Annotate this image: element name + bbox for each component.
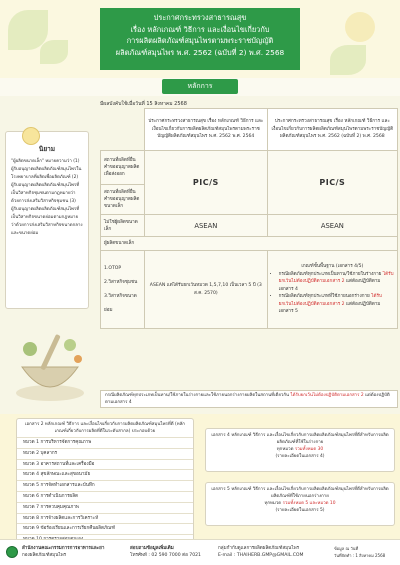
doc4-note: (รายละเอียดในเอกสาร 4) [275,454,325,459]
decor-flower-right [345,12,375,42]
footer-org-1: สำนักงานคณะกรรมการการอาหารและยา [22,546,105,551]
list-item: หมวด 2 บุคลากร [17,448,193,459]
footer-group: กลุ่มกำกับดูแลการผลิตผลิตภัณฑ์สมุนไพร [218,546,300,551]
principle-tab: หลักการ [162,79,238,94]
type-community: 2.วิสาหกิจชุมชน [104,279,138,285]
bullet-internal-a: กรณีผลิตภัณฑ์ทุกประเภทเป็นทาน/ใช้ภายในร่างกาย [278,271,382,277]
lightbulb-icon [22,127,40,145]
list-item: หมวด 9 ข้อร้องเรียนและการเรียกคืนผลิตภัณฑ์ [17,523,193,534]
doc5-count [210,500,390,507]
row-label-small-producer: ผู้ผลิตขนาดเล็ก [101,237,398,251]
footer-date-label: ข้อมูล ณ วันที่ [334,546,359,551]
footer-contact-title: สอบถามข้อมูลเพิ่มเติม [130,546,174,551]
list-item: หมวด 4 สุขลักษณะและสุขอนามัย [17,469,193,480]
doc5-card [205,482,395,526]
col-header-old: ประกาศกระทรวงสาธารณสุข เรื่อง หลักเกณฑ์ วิธีการ และเงื่อนไขเกี่ยวกับการผลิตผลิตภัณฑ์สมุนไพรตามพระราชบัญญัติผลิตภัณฑ์สมุนไพร พ.ศ. 2562 พ.ศ. 2564 [145,109,268,151]
doc5-text: เอกสาร 5 หลักเกณฑ์ วิธีการ และเงื่อนไขเกี่ยวกับการผลิตผลิตภัณฑ์สมุนไพรที่ดีสำหรับการผลิตผลิตภัณฑ์ที่ใช้ภายนอกร่างกาย [211,487,389,499]
list-item: หมวด 1 การบริหารจัดการคุณภาพ [17,437,193,448]
doc4-count [210,446,390,453]
row-label-types [101,251,145,329]
row-label-export: สถานที่ผลิตที่ยื่นคำขออนุญาตผลิตเพื่อส่งออก [101,151,145,185]
cell-old-export: PIC/S [145,151,268,215]
doc5-note: (รายละเอียดในเอกสาร 5) [275,508,325,513]
doc2-card [16,418,194,543]
title-line-4: ผลิตภัณฑ์สมุนไพร พ.ศ. 2562 (ฉบับที่ 2) พ.ศ. 2568 [115,47,285,57]
definition-text: "ผู้ผลิตขนาดเล็ก" หมายความว่า (1) ผู้รับอนุญาตผลิตผลิตภัณฑ์สมุนไพรในโรงพยาบาลที่ผลิตเพื่อผลิตภัณฑ์ (2) ผู้รับอนุญาตผลิตผลิตภัณฑ์สมุนไพรที่เป็นวิสาหกิจชุมชนตามกฎหมายว่าด้วยการส่งเสริมวิสาหกิจชุมชน (3) ผู้รับอนุญาตผลิตผลิตภัณฑ์สมุนไพรที่เป็นวิสาหกิจขนาดย่อมตามกฎหมายว่าด้วยการส่งเสริมวิสาหกิจขนาดกลางและขนาดย่อม [11,159,83,236]
cell-new-small [267,251,397,329]
cell-old-asean: ASEAN [145,215,268,237]
footnote-c: แต่ต้องปฏิบัติตามเอกสาร 4 [105,393,390,405]
doc5-count-label: ทุกหมวด [264,501,282,506]
doc4-card [205,428,395,472]
page-title [100,8,300,70]
basic-criteria: เกณฑ์ขั้นพื้นฐาน (เอกสาร 4/5) [301,264,364,270]
doc4-text: เอกสาร 4 หลักเกณฑ์ วิธีการ และเงื่อนไขเกี่ยวกับการผลิตผลิตภัณฑ์สมุนไพรที่ดีสำหรับการผลิตผลิตภัณฑ์ที่ใช้ในร่างกาย [211,433,389,445]
bullet-external-b: ได้รับยกเว้นไม่ต้องปฏิบัติตามเอกสาร 2 [278,294,382,307]
mortar-herb-illustration [8,315,93,405]
list-item: หมวด 3 อาคารสถานที่และเครื่องมือ [17,459,193,470]
doc2-head: เอกสาร 2 หลักเกณฑ์ วิธีการ และเงื่อนไขเกี่ยวกับการผลิตผลิตภัณฑ์สมุนไพรที่ดี (หลักเกณฑ์เกี่ยวกับการผลิตที่ดีในระดับสากล) ประกอบด้วย [25,422,185,434]
cell-old-small: ASEAN แต่ได้รับยกเว้นหมวด 1,5,7,10 เป็นเวลา 5 ปี (3 ส.ค. 2570) [145,251,268,329]
bullet-internal-c: แต่ต้องปฏิบัติตามเอกสาร 4 [278,279,381,292]
bullet-external [279,293,394,316]
fda-logo-icon [6,546,18,558]
effective-date: มีผลบังคับใช้เมื่อวันที่ 15 สิงหาคม 2568 [100,101,187,107]
title-line-3: การผลิตผลิตภัณฑ์สมุนไพรตามพระราชบัญญัติ [126,36,274,45]
table-corner [101,109,145,151]
footer-org-2: กองผลิตภัณฑ์สมุนไพร [22,553,67,558]
bullet-internal-b: ได้รับยกเว้นไม่ต้องปฏิบัติตามเอกสาร 2 [278,271,394,285]
title-line-2: เรื่อง หลักเกณฑ์ วิธีการ และเงื่อนไขเกี่ยวกับ [130,24,270,34]
decor-leaf-right [330,45,366,75]
footer-phone: โทรศัพท์ : 02 590 7000 ต่อ 7021 [130,553,201,558]
cell-new-asean: ASEAN [267,215,397,237]
footnote-a: กรณีผลิตภัณฑ์ทุกประเภทเป็นทาน/ใช้ภายในร่างกายและใช้ภายนอกร่างกายผลิตในสถานที่เดียวกัน [105,393,290,398]
bullet-external-c: แต่ต้องปฏิบัติตามเอกสาร 5 [278,301,381,315]
title-line-1: ประกาศกระทรวงสาธารณสุข [153,13,247,22]
list-item: หมวด 8 การจ้างผลิตและการวิเคราะห์ [17,513,193,524]
definition-title: นิยาม [38,145,56,153]
list-item: หมวด 6 การดำเนินการผลิต [17,491,193,502]
type-otop: 1.OTOP [104,265,122,271]
footer-email: E-mail : THAIHERB.GMP@GMAIL.COM [218,553,304,558]
footnote [100,390,398,408]
list-item: หมวด 7 การควบคุมคุณภาพ [17,502,193,513]
col-header-new: ประกาศกระทรวงสาธารณสุข เรื่อง หลักเกณฑ์ วิธีการ และเงื่อนไขเกี่ยวกับการผลิตผลิตภัณฑ์สมุนไพรตามพระราชบัญญัติผลิตภัณฑ์สมุนไพร พ.ศ. 2562 (ฉบับที่ 2) พ.ศ. 2568 [267,109,397,151]
bullet-external-a: กรณีผลิตภัณฑ์ทุกประเภทที่ใช้ภายนอกร่างกาย [278,294,370,300]
row-label-not-small: ไม่ใช่ผู้ผลิตขนาดเล็ก [101,215,145,237]
cell-new-export: PIC/S [267,151,397,215]
definition-card [5,131,89,309]
list-item: หมวด 5 การจัดทำเอกสารและบันทึก [17,480,193,491]
row-label-small: สถานที่ผลิตที่ยื่นคำขออนุญาตผลิตขนาดเล็ก [101,185,145,215]
footer [0,539,400,565]
doc4-count-value: รวมทั้งหมด 30 [294,447,324,452]
comparison-table [100,108,398,329]
decor-leaf-left-2 [40,40,68,64]
footnote-b: ได้รับยกเว้นไม่ต้องปฏิบัติตามเอกสาร 2 [290,393,364,398]
doc5-count-value: รวมทั้งหมด 5 และหมวด 10 [282,501,336,506]
footer-date-value: วันที่จัดทำ : 1 สิงหาคม 2568 [334,553,386,558]
bullet-internal [279,271,394,294]
type-sme: 3.วิสาหกิจขนาดย่อม [104,293,137,313]
doc4-count-label: ทุกหมวด [276,447,294,452]
